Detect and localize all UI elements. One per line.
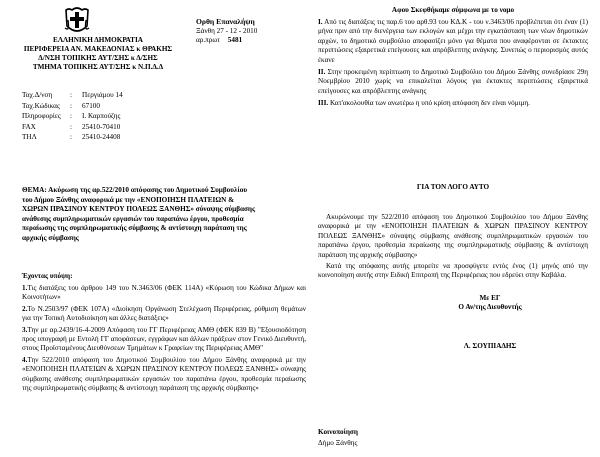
legal-point xyxy=(318,99,588,108)
contact-value: 67100 xyxy=(82,101,100,110)
item-number: 3. xyxy=(22,325,28,334)
greek-coat-of-arms-icon xyxy=(64,6,90,34)
point-number: ΙΙ. xyxy=(318,68,326,77)
signatory-name: Λ. ΣΟΥΠΙΑΔΗΣ xyxy=(463,342,517,350)
subject-line: περαίωσης της συμπληρωματικής σύμβασης & αντίστοιχη παράταση της xyxy=(22,224,247,233)
point-text: Κατ'ακολουθία των ανωτέρω η υπό κρίση απόφαση δεν είναι νόμιμη. xyxy=(330,99,530,108)
point-text: Στην προκειμένη περίπτωση το Δημοτικό Συμβούλιο του Δήμου Ξάνθης συνεδρίασε 29η Νοεμβρίου 2010 χωρίς να επικαλείται λόγους για έκτακτες περιπτώσεις εξαιρετικά επείγουσες και απρόβλεπτης ανάγκης xyxy=(318,68,589,95)
legal-points xyxy=(318,18,588,109)
colon: : xyxy=(70,122,72,131)
cc-heading: Κοινοποίηση xyxy=(318,428,358,436)
org-line: ΤΜΗΜΑ ΤΟΠΙΚΗΣ ΑΥΤ/ΣΗΣ κ Ν.Π.Δ.Δ xyxy=(32,63,164,71)
colon: : xyxy=(70,91,72,99)
subject-line: ΧΩΡΩΝ ΠΡΑΣΙΝΟΥ ΚΕΝΤΡΟΥ ΠΟΛΕΩΣ ΞΑΝΘΗΣ» σύναψης σύμβασης xyxy=(22,205,256,214)
point-number: Ι. xyxy=(318,18,323,26)
appeal-paragraph: Κατά της απόφασης αυτής μπορείτε να προσφύγετε εντός ένος (1) μηνός από την κοινοποίηση αυτής στην Ειδική Επιτροπή της Περιφέρειας που εδρεύει στην Καβάλα. xyxy=(318,262,588,280)
cc-recipient: Δήμο Ξάνθης xyxy=(318,439,358,447)
considered-heading: Αφου Σκεφθήκαμε σύμφωνα με το νομο xyxy=(391,6,515,14)
contact-value: Περγιάμου 14 xyxy=(82,91,123,99)
contact-value: 25410-24408 xyxy=(82,133,121,141)
signature-line1: Με ΕΓ xyxy=(479,294,501,302)
contact-label: FAX xyxy=(22,122,36,131)
signature-line2: Ο Αν/της Διευθυντής xyxy=(458,303,522,311)
item-number: 4. xyxy=(22,355,28,364)
colon: : xyxy=(70,133,72,141)
point-text: Από τις διατάξεις τις παρ.6 του αρθ.93 του ΚΔ.Κ - του ν.3463/06 προβλέπεται ότι έναν (1) μήνα πριν από την διενέργεια των εκλογών και μέχρι την εγκατάσταση των νέων δημοτικών αρχών, το δημοτικό συμβούλιο αποφασίζει μόνο για θέματα που αναφέρονται σε έκτακτες περιπτώσεις εξαιρετικά επείγουσες και απρόβλεπτης ανάγκης. Συνεπώς ο περιορισμός αυτός έκανε xyxy=(318,18,588,64)
contact-row xyxy=(22,101,182,112)
consideration-item xyxy=(22,356,306,394)
decision-paragraph: Ακυρώνουμε την 522/2010 απόφαση του Δημοτικού Συμβουλίου του Δήμου Ξάνθης αναφορικά με την «ΕΝΟΠΟΙΗΣΗ ΠΛΑΤΕΙΩΝ & ΧΩΡΩΝ ΠΡΑΣΙΝΟΥ ΚΕΝΤΡΟΥ ΠΟΛΕΩΣ ΞΑΝΘΗΣ» σύναψης σύμβασης ανάθεσης συμπληρωματικών εργασιών του παραπάνω έργου, προθεσμία περαίωσης της συμπληρωματικής σύμβασης & αντίστοιχη παράταση της αρχικής σύμβασης» xyxy=(318,213,588,259)
date-label: Ξάνθη 27 - 12 - 2010 xyxy=(196,27,258,35)
subject-block xyxy=(22,186,304,244)
point-number: ΙΙΙ. xyxy=(318,99,329,108)
protocol-line xyxy=(196,36,306,45)
item-number: 1. xyxy=(22,284,28,292)
contact-row xyxy=(22,90,182,101)
org-line: ΠΕΡΙΦΕΡΕΙΑ ΑΝ. ΜΑΚΕΔΟΝΙΑΣ κ ΘΡΑΚΗΣ xyxy=(23,45,173,53)
consideration-item xyxy=(22,284,306,303)
contact-value: 25410-70410 xyxy=(82,122,121,131)
legal-point xyxy=(318,68,588,96)
subject-line: του Δήμου Ξάνθης αναφορικά με την «ΕΝΟΠΟΙΗΣΗ ΠΛΑΤΕΙΩΝ & xyxy=(22,195,235,204)
contact-row xyxy=(22,122,182,133)
colon: : xyxy=(70,112,72,120)
reason-heading: ΓΙΑ ΤΟΝ ΛΟΓΟ ΑΥΤΟ xyxy=(416,183,490,191)
item-text: Τις διατάξεις του άρθρου 149 του Ν.3463/06 (ΦΕΚ 114Α) «Κύρωση του Κώδικα Δήμων και Κοινοτήτων» xyxy=(22,284,306,302)
consideration-item xyxy=(22,305,306,324)
subject-line: αρχικής σύμβασης xyxy=(22,233,79,242)
contact-value: Ι. Καρπούζης xyxy=(82,112,121,120)
document-meta xyxy=(196,16,306,45)
protocol-label: αρ.πρωτ xyxy=(196,36,220,44)
subject-line: ανάθεσης συμπληρωματικών εργασιών του παραπάνω έργου, προθεσμία xyxy=(22,214,244,223)
org-header xyxy=(22,36,174,72)
status-label: Ορθη Επαναλήψη xyxy=(196,17,255,26)
signature-block xyxy=(420,294,560,312)
contact-label: ΤΗΛ xyxy=(22,133,37,141)
item-text: Την με αρ.2439/16-4-2009 Απόφαση του ΓΓ Περιφέρειας ΑΜΘ (ΦΕΚ 839 Β) "Εξουσιοδότηση προς υπογραφή με Εντολή ΓΓ αποφάσεων, εγγράφων και άλλων πράξεων στον Γενικό Διευθυντή, στους Προϊσταμένους Διευθύνσεων Τμημάτων κ Γραφείων της Περιφέρειας ΑΜΘ" xyxy=(22,325,306,353)
consideration-item xyxy=(22,326,306,354)
contact-label: Ταχ.Κώδικας xyxy=(22,101,60,110)
considerations-block xyxy=(22,272,306,393)
contact-row xyxy=(22,132,182,143)
legal-point xyxy=(318,18,588,65)
contact-row xyxy=(22,111,182,122)
org-line: ΕΛΛΗΝΙΚΗ ΔΗΜΟΚΡΑΤΙΑ xyxy=(53,36,143,44)
colon: : xyxy=(70,101,72,110)
org-line: Δ/ΝΣΗ ΤΟΠΙΚΗΣ ΑΥΤ/ΣΗΣ κ Δ/ΣΗΣ xyxy=(38,54,158,62)
item-number: 2. xyxy=(22,304,28,313)
protocol-number: 5481 xyxy=(227,36,243,44)
subject-line: ΘΕΜΑ: Ακύρωση της αρ.522/2010 απόφασης του Δημοτικού Συμβουλίου xyxy=(22,186,248,194)
item-text: Το Ν.2503/97 (ΦΕΚ 107Α) «Διοίκηση Οργάνωση Στελέχωση Περιφέρειας, ρύθμιση θεμάτων για την Τοπική Αυτοδιοίκηση και άλλες διατάξεις» xyxy=(22,304,306,323)
contact-label: Ταχ.Δ/νση xyxy=(22,91,53,99)
contact-block xyxy=(22,90,182,143)
considerations-heading: Έχοντας υπόψη: xyxy=(22,272,73,280)
item-text: Την 522/2010 απόφαση του Δημοτικού Συμβουλίου του Δήμου Ξάνθης αναφορικά με την «ΕΝΟΠΟΙΗΣΗ ΠΛΑΤΕΙΩΝ & ΧΩΡΩΝ ΠΡΑΣΙΝΟΥ ΚΕΝΤΡΟΥ ΠΟΛΕΩΣ ΞΑΝΘΗΣ» σύναψης σύμβασης ανάθεσης συμπληρωματικών εργασιών του παραπάνω έργου, προθεσμία περαίωσης της συμπληρωματικής σύμβασης & αντίστοιχη παράταση της αρχικής σύμβασης» xyxy=(22,355,306,393)
contact-label: Πληροφορίες xyxy=(22,112,61,120)
